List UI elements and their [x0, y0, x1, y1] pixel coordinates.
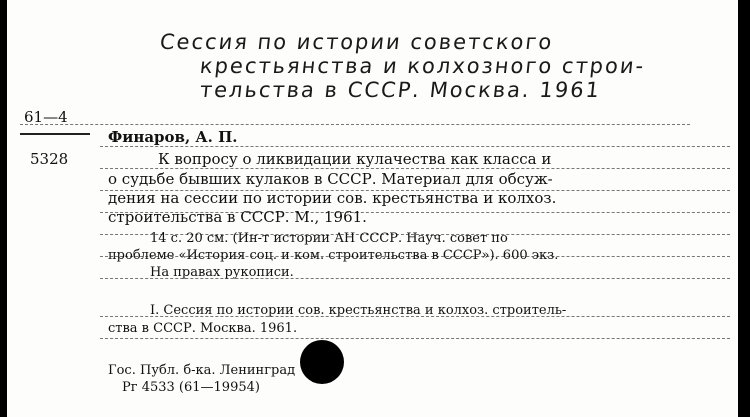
- rule-line: [100, 168, 730, 169]
- title-line: строительства в СССР. М., 1961.: [108, 208, 367, 226]
- title-line: дения на сессии по истории сов. крестьянства и колхоз.: [108, 189, 557, 207]
- library-line: Рг 4533 (61—19954): [122, 380, 260, 395]
- handwritten-line-1: Сессия по истории советского: [158, 30, 555, 54]
- rule-line: [100, 338, 730, 339]
- rule-line: [100, 146, 730, 147]
- title-line: о судьбе бывших кулаков в СССР. Материал для обсуж-: [108, 170, 553, 188]
- card-number: 5328: [30, 150, 69, 168]
- subject-line: ства в СССР. Москва. 1961.: [108, 321, 298, 336]
- library-line: Гос. Публ. б-ка. Ленинград: [108, 363, 296, 378]
- handwritten-line-2: крестьянства и колхозного строи-: [198, 54, 647, 78]
- section-rule: [20, 133, 90, 135]
- description-line: 14 с. 20 см. (Ин-т истории АН СССР. Науч. совет по: [150, 231, 508, 246]
- handwritten-line-3: тельства в СССР. Москва. 1961: [198, 78, 603, 102]
- author: Финаров, А. П.: [108, 128, 238, 146]
- rule-line: [20, 124, 690, 125]
- description-line: проблеме «История соц. и ком. строительства в СССР»). 600 экз.: [108, 248, 559, 263]
- description-line: На правах рукописи.: [150, 265, 294, 280]
- section-code: 61—4: [24, 108, 68, 126]
- punch-hole: [300, 340, 344, 384]
- subject-line: I. Сессия по истории сов. крестьянства и колхоз. строитель-: [150, 303, 567, 318]
- title-line: К вопросу о ликвидации кулачества как класса и: [158, 150, 552, 168]
- scan-border-left: [0, 0, 7, 417]
- scan-border-right: [738, 0, 750, 417]
